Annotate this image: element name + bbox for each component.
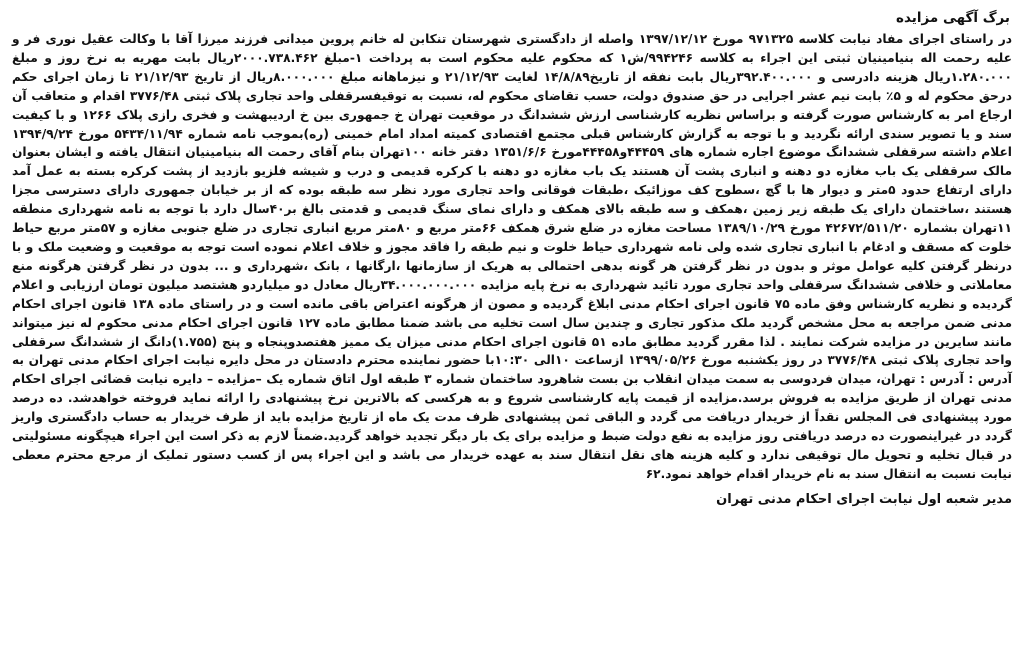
notice-title: برگ آگهی مزایده: [896, 10, 1010, 26]
notice-signature: مدیر شعبه اول نیابت اجرای احکام مدنی تهران: [716, 491, 1012, 507]
notice-body: در راستای اجرای مفاد نیابت کلاسه ۹۷۱۳۲۵ مورخ ۱۳۹۷/۱۲/۱۲ واصله از دادگستری شهرستان تنکابن له خانم پروین میدانی فرزند میرزا آقا با وکالت عقیل نوری فر و علیه رحمت اله بنیامینیان ثبتی این اجراء به کلاسه ۹۹۴۲۴۶/ش۱ که محکوم علیه محکوم است به پرداخت ۱-مبلغ ۲۰۰۰.۷۳۸.۴۶۲ریال بابت مهریه به نرخ روز و مبلغ ۱.۲۸۰.۰۰۰ریال هزینه دادرسی و ۳۹۲.۴۰۰.۰۰۰ریال بابت نفقه از تاریخ۱۴/۸/۸۹ لغایت ۲۱/۱۲/۹۳ و نیزماهانه مبلغ ۸.۰۰۰.۰۰۰ریال از تاریخ ۲۱/۱۲/۹۳ تا زمان اجرای حکم درحق محکوم له و ۵٪ بابت نیم عشر اجرایی در حق صندوق دولت، حسب تقاضای محکوم له، نسبت به توقیفسرقفلی واحد تجاری پلاک ثبتی ۳۷۷۶/۴۸ اقدام و متعاقب آن ارجاع امر به کارشناس صورت گرفته و براساس نظریه کارشناسی ارزش ششدانگ در موقعیت تهران خ جمهوری بین خ اردیبهشت و فخری رازی پلاک ۱۲۶۶ و با کیفیت سند و یا تصویر سندی ارائه نگردید و با توجه به گزارش کارشناس قبلی مجتمع اقتصادی کمیته امداد امام خمینی (ره)بموجب نامه شماره ۵۴۳۴/۱۱/۹۴ مورخ ۱۳۹۴/۹/۲۴ اعلام داشته سرقفلی ششدانگ موضوع اجاره شماره های ۴۴۴۵۹و۴۴۴۵۸مورخ ۱۳۵۱/۶/۶ دفتر خانه ۱۰۰تهران بنام آقای رحمت اله بنیامینیان انتقال یافته و ایشان بعنوان مالک سرقفلی یک باب مغازه دو دهنه و انباری پشت آن هستند یک باب مغازه دو دهنه با کرکره قدیمی و درب و شیشه فلزیو بازدید از پشت کرکره بسته به عمل آمد دارای ارتفاع حدود ۵متر و دیوار ها با گچ ،سطوح کف موزائیک ،طبقات فوقانی واحد تجاری مورد نظر سه طبقه بوده که از بر خیابان جمهوری دارای دسترسی مجزا هستند ،ساختمان دارای یک طبقه زیر زمین ،همکف و سه طبقه بالای همکف و دارای نمای سنگ قدیمی و قدمتی بالغ بر۴۰سال دارد با توجه به نامه شهرداری منطقه ۱۱تهران بشماره ۴۲۶۷۲/۵۱۱/۲۰ مورخ ۱۳۸۹/۱۰/۲۹ مساحت مغازه در ضلع شرق همکف ۶۶متر مربع و ۸۰متر مربع انباری تجاری در ضلع جنوبی مغازه و ۵۷متر مربع حیاط خلوت که مسقف و ادغام با انباری تجاری شده ولی نامه شهرداری حیاط خلوت و نیم طبقه را فاقد مجوز و خلاف اعلام نموده است توجه به موقعیت و وضعیت ملک و با درنظر گرفتن کلیه عوامل موثر و بدون در نظر گرفتن هر گونه بدهی احتمالی به هریک از سازمانها ،ارگانها ، بانک ،شهرداری و ... بدون در نظر گرفتن هرگونه منع معاملاتی و خلافی ششدانگ سرقفلی واحد تجاری مورد تائید شهرداری به نرخ پایه مزایده ۳۴.۰۰۰.۰۰۰.۰۰۰ریال معادل دو میلیاردو هشتصد میلیون تومان ارزیابی و اعلام گردیده و نظریه کارشناس وفق ماده ۷۵ قانون اجرای احکام مدنی ابلاغ گردیده و مصون از هرگونه اعتراض باقی مانده است و در راستای ماده ۱۳۸ قانون اجرای احکام مدنی ضمن مراجعه به محل مشخص گردید ملک مذکور تجاری و چندین سال است تخلیه می باشد ضمنا مطابق ماده ۱۲۷ قانون اجرای احکام مدنی محکوم له نیز میتواند مانند سایرین در مزایده شرکت نمایند . لذا مقرر گردید مطابق ماده ۵۱ قانون اجرای احکام مدنی میزان یک ممیز هفتصدوپنجاه و پنج (۱.۷۵۵)دانگ از ششدانگ سرقفلی واحد تجاری پلاک ثبتی ۳۷۷۶/۴۸ در روز یکشنبه مورخ ۱۳۹۹/۰۵/۲۶ ازساعت ۱۰الی ۱۰:۳۰با حضور نماینده محترم دادستان در محل دایره نیابت اجرای احکام مدنی تهران به آدرس : آدرس : تهران، میدان فردوسی به سمت میدان انقلاب بن بست شاهرود ساختمان شماره ۳ طبقه اول اتاق شماره یک –مزایده – دایره نیابت قضائی اجرای احکام مدنی تهران از طریق مزایده به فروش برسد.مزایده از قیمت پایه کارشناسی شروع و به هرکسی که بالاترین نرخ پیشنهادی را ارائه نماید فروخته خواهدشد. ده درصد مورد پیشنهادی فی المجلس نقداً از خریدار دریافت می گردد و الباقی ثمن پیشنهادی ظرف مدت یک ماه از تاریخ مزایده باید از طرف خریدار به حساب دادگستری واریز گردد در غیراینصورت ده درصد دریافتی روز مزایده به نفع دولت ضبط و مزایده برای یک بار دیگر تجدید خواهد گردید.ضمناً لازم به ذکر است این اجراء هیچگونه مسئولیتی در قبال تخلیه و تحویل مال توقیفی ندارد و کلیه هزینه های نقل انتقال سند به عهده خریدار می باشد و این اجراء پس از کسب دستور تملیک از مرجع محترم معطی نیابت نسبت به انتقال سند به نام خریدار اقدام خواهد نمود.۶۲: [12, 32, 1013, 481]
